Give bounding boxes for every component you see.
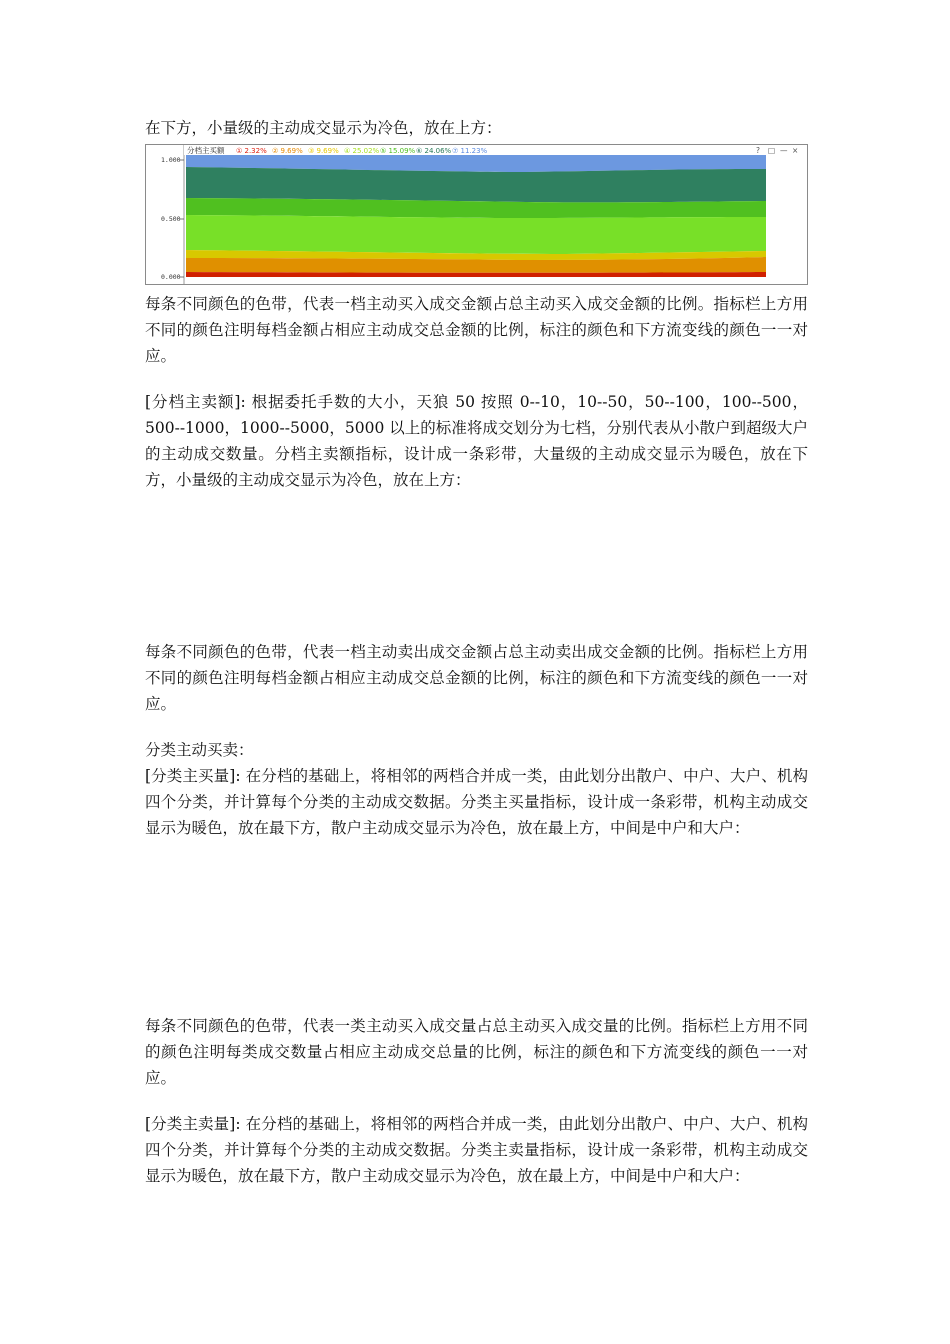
paragraph-category-title: 分类主动买卖： [145, 741, 254, 759]
paragraph-sell-amount: [分档主卖额]: 根据委托手数的大小，天狼 50 按照 0--10，10--50，50--100，100--500，500--1000，1000--5000，5000 以上的标准将成交划分为七档，分别代表从小散户到超级大户的主动成交数量。分档主卖额指标，设计成一条彩带，大量级的主动成交显示为暖色，放在下方，小量级的主动成交显示为冷色，放在上方： [145, 393, 808, 489]
paragraph-intro: 在下方，小量级的主动成交显示为冷色，放在上方： [145, 119, 502, 137]
legend-item-6: ⑥ 24.06% [416, 147, 452, 155]
help-icon[interactable]: ? [756, 146, 760, 155]
legend-item-2: ② 9.69% [272, 147, 303, 155]
legend-item-5: ⑤ 15.09% [380, 147, 416, 155]
paragraph-category-sell: [分类主卖量]: 在分档的基础上，将相邻的两档合并成一类，由此划分出散户、中户、大户、机构四个分类，并计算每个分类的主动成交数据。分类主卖量指标，设计成一条彩带，机构主动成交显示为暖色，放在最下方，散户主动成交显示为冷色，放在最上方，中间是中户和大户： [145, 1115, 808, 1185]
minimize-icon[interactable]: — [780, 146, 788, 155]
close-icon[interactable]: × [792, 146, 799, 155]
paragraph-category-buy-desc: 每条不同颜色的色带，代表一类主动买入成交量占总主动买入成交量的比例。指标栏上方用不同的颜色注明每类成交数量占相应主动成交总量的比例，标注的颜色和下方流变线的颜色一一对应。 [145, 1017, 808, 1087]
stream-bands [186, 155, 766, 277]
legend-item-1: ① 2.32% [236, 147, 267, 155]
band-4 [186, 215, 766, 254]
legend-item-3: ③ 9.69% [308, 147, 339, 155]
y-tick-0000: 0.000 [161, 273, 181, 281]
y-tick-0500: 0.500 [161, 215, 181, 223]
paragraph-category-buy: [分类主买量]: 在分档的基础上，将相邻的两档合并成一类，由此划分出散户、中户、大户、机构四个分类，并计算每个分类的主动成交数据。分类主买量指标，设计成一条彩带，机构主动成交显示为暖色，放在最下方，散户主动成交显示为冷色，放在最上方，中间是中户和大户： [145, 767, 808, 837]
band-1 [186, 272, 766, 277]
chart-title: 分档主买额 [187, 146, 225, 155]
paragraph-buy-amount-desc: 每条不同颜色的色带，代表一档主动买入成交金额占总主动买入成交金额的比例。指标栏上方用不同的颜色注明每档金额占相应主动成交总金额的比例，标注的颜色和下方流变线的颜色一一对应。 [145, 295, 808, 365]
chart-legend [236, 147, 488, 155]
restore-icon[interactable]: □ [768, 146, 776, 155]
paragraph-sell-amount-desc: 每条不同颜色的色带，代表一档主动卖出成交金额占总主动卖出成交金额的比例。指标栏上方用不同的颜色注明每档金额占相应主动成交总金额的比例，标注的颜色和下方流变线的颜色一一对应。 [145, 643, 808, 713]
legend-item-4: ④ 25.02% [344, 147, 380, 155]
y-tick-1000: 1.000 [161, 156, 181, 164]
band-6 [186, 167, 766, 202]
legend-item-7: ⑦ 11.23% [452, 147, 488, 155]
indicator-chart-window [145, 144, 808, 285]
